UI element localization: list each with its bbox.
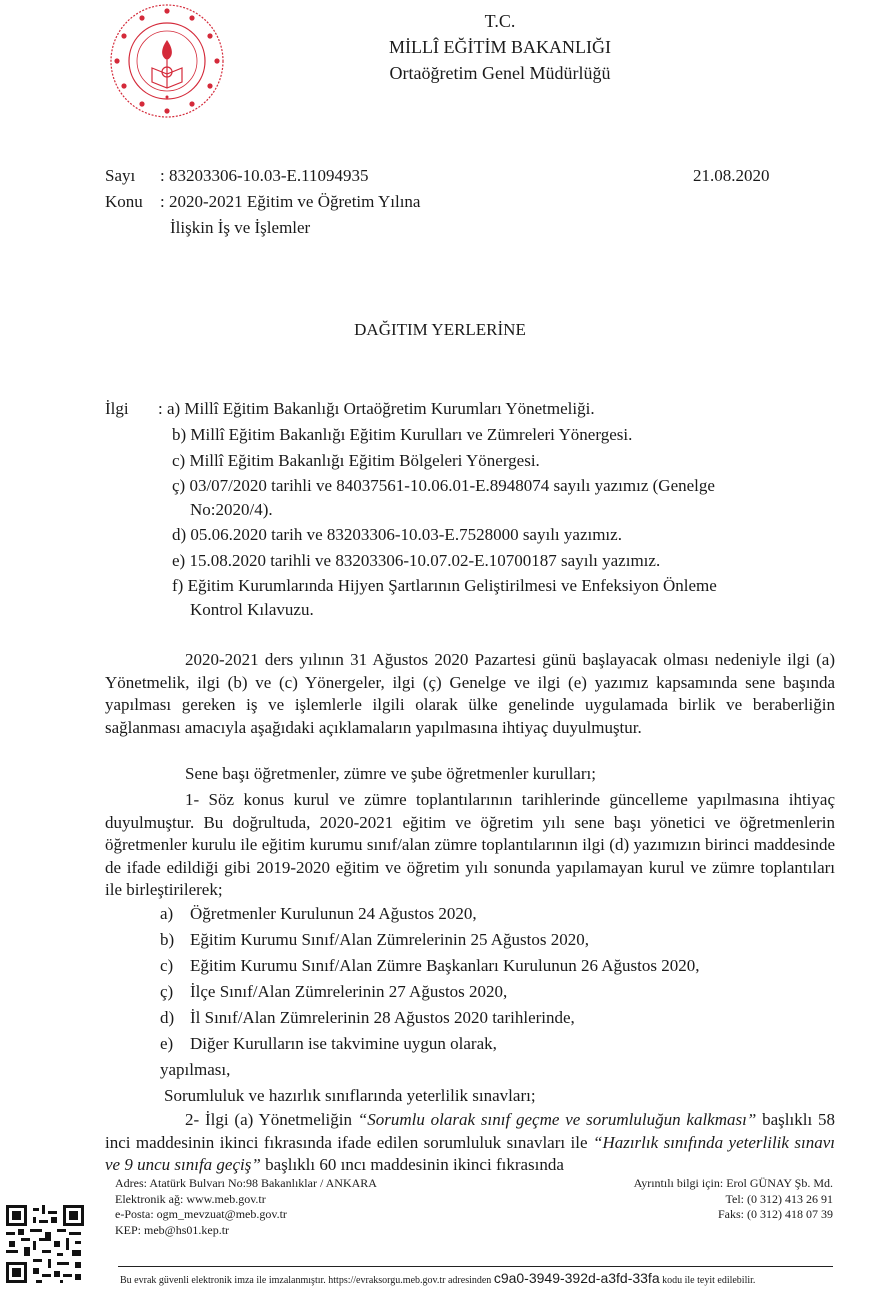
footer-divider <box>118 1266 833 1267</box>
footer-kep[interactable]: KEP: meb@hs01.kep.tr <box>115 1222 230 1237</box>
footer-address: Adres: Atatürk Bulvarı No:98 Bakanlıklar / ANKARA <box>115 1176 377 1190</box>
footer-contact-person: Ayrıntılı bilgi için: Erol GÜNAY Şb. Md. <box>633 1176 833 1190</box>
quote-article-60: “Hazırlık sınıfında yeterlilik sınavı ve 9 uncu sınıfa geçiş” <box>105 1132 835 1174</box>
ilgi-item: e) 15.08.2020 tarihli ve 83203306-10.07.02-E.10700187 sayılı yazımız. <box>172 551 661 570</box>
footer-tel: Tel: (0 312) 413 26 91 <box>725 1191 833 1206</box>
sayi-value: : 83203306-10.03-E.11094935 <box>160 166 369 185</box>
list-item: e) Diğer Kurulların ise takvimine uygun olarak, <box>160 1034 497 1053</box>
footer-email[interactable]: e-Posta: ogm_mevzuat@meb.gov.tr <box>115 1207 287 1221</box>
footer-fax: Faks: (0 312) 418 07 39 <box>718 1207 833 1221</box>
document-date: 21.08.2020 <box>693 166 770 185</box>
list-item: d) İl Sınıf/Alan Zümrelerinin 28 Ağustos 2020 tarihlerinde, <box>160 1008 575 1027</box>
header-directorate: Ortaöğretim Genel Müdürlüğü <box>389 63 611 83</box>
meeting-dates-list <box>160 901 840 1083</box>
ilgi-label: İlgi <box>105 399 129 418</box>
ministry-seal-logo <box>108 2 226 120</box>
body-paragraph-4: 2- İlgi (a) Yönetmeliğin “Sorumlu olarak sınıf geçme ve sorumluluğun kalkması” başlıklı 58 inci maddesinin ikinci fıkrasında ifade edilen sorumluluk sınavları ile “Hazırlık sınıfında yeterlilik sınavı ve 9 uncu sınıfa geçiş” başlıklı 60 ıncı maddesinin ikinci fıkrasında <box>105 1110 835 1174</box>
ilgi-item: b) Millî Eğitim Bakanlığı Eğitim Kurulları ve Zümreleri Yönergesi. <box>172 425 633 444</box>
ilgi-item-continued: No:2020/4). <box>190 500 273 519</box>
ilgi-item: f) Eğitim Kurumlarında Hijyen Şartlarının Geliştirilmesi ve Enfeksiyon Önleme <box>172 576 717 595</box>
quote-article-58: “Sorumlu olarak sınıf geçme ve sorumluluğun kalkması” <box>357 1110 757 1129</box>
recipient-heading: DAĞITIM YERLERİNE <box>354 320 526 339</box>
ilgi-item: c) Millî Eğitim Bakanlığı Eğitim Bölgeleri Yönergesi. <box>172 451 540 470</box>
footer-web[interactable]: Elektronik ağ: www.meb.gov.tr <box>115 1191 266 1206</box>
footer-address-block <box>115 1176 377 1238</box>
qr-code <box>6 1205 84 1283</box>
konu-value-line1: : 2020-2021 Eğitim ve Öğretim Yılına <box>160 192 421 211</box>
konu-value-line2: İlişkin İş ve İşlemler <box>170 218 311 237</box>
verification-code: c9a0-3949-392d-a3fd-33fa <box>493 1270 660 1286</box>
header-ministry: MİLLÎ EĞİTİM BAKANLIĞI <box>389 37 611 57</box>
e-signature-notice: Bu evrak güvenli elektronik imza ile imzalanmıştır. https://evraksorgu.meb.gov.tr adresinden c9a0-3949-392d-a3fd-33fa kodu ile teyit edilebilir. <box>120 1270 756 1286</box>
ilgi-item: d) 05.06.2020 tarih ve 83203306-10.03-E.7528000 sayılı yazımız. <box>172 525 622 544</box>
ilgi-item: : a) Millî Eğitim Bakanlığı Ortaöğretim Kurumları Yönetmeliği. <box>158 399 595 418</box>
ilgi-list <box>158 396 838 622</box>
ilgi-item-continued: Kontrol Kılavuzu. <box>190 600 314 619</box>
sayi-label: Sayı <box>105 166 136 185</box>
list-item: a) Öğretmenler Kurulunun 24 Ağustos 2020, <box>160 904 477 923</box>
after-list-text: yapılması, <box>160 1060 231 1079</box>
subheading-exams: Sorumluluk ve hazırlık sınıflarında yeterlilik sınavları; <box>164 1086 536 1105</box>
list-item: b) Eğitim Kurumu Sınıf/Alan Zümrelerinin 25 Ağustos 2020, <box>160 930 590 949</box>
footer-contact-block <box>634 1176 833 1223</box>
body-paragraph-3: 1- Söz konus kurul ve zümre toplantılarının tarihlerinde güncelleme yapılmasına ihtiyaç duyulmuştur. Bu doğrultuda, 2020-2021 eğitim ve öğretim yılı sene başı yönetici ve öğretmenlerin öğretmenler kurulu ile eğitim kurumu sınıf/alan zümre toplantılarının ilgi (d) yazımızın birinci maddesinde de ifade edildiği gibi 2019-2020 eğitim ve öğretim yılı sonunda yapılamayan kurul ve zümre toplantıları ile birleştirilerek; <box>105 790 835 899</box>
body-paragraph-2: Sene başı öğretmenler, zümre ve şube öğretmenler kurulları; <box>185 764 596 783</box>
konu-label: Konu <box>105 192 143 211</box>
header-tc: T.C. <box>484 11 516 31</box>
ilgi-item: ç) 03/07/2020 tarihli ve 84037561-10.06.01-E.8948074 sayılı yazımız (Genelge <box>172 476 715 495</box>
list-item: ç) İlçe Sınıf/Alan Zümrelerinin 27 Ağustos 2020, <box>160 982 508 1001</box>
list-item: c) Eğitim Kurumu Sınıf/Alan Zümre Başkanları Kurulunun 26 Ağustos 2020, <box>160 956 700 975</box>
body-paragraph-1: 2020-2021 ders yılının 31 Ağustos 2020 Pazartesi günü başlayacak olması nedeniyle ilgi (a) Yönetmelik, ilgi (b) ve (c) Yönergeler, ilgi (ç) Genelge ve ilgi (e) yazımız kapsamında sene başında yapılması gereken iş ve işlemlerle ilgili olarak ülke genelinde uygulamada birlik ve beraberliğin sağlanması amacıyla aşağıdaki açıklamaların yapılmasına ihtiyaç duyulmuştur. <box>105 650 835 737</box>
